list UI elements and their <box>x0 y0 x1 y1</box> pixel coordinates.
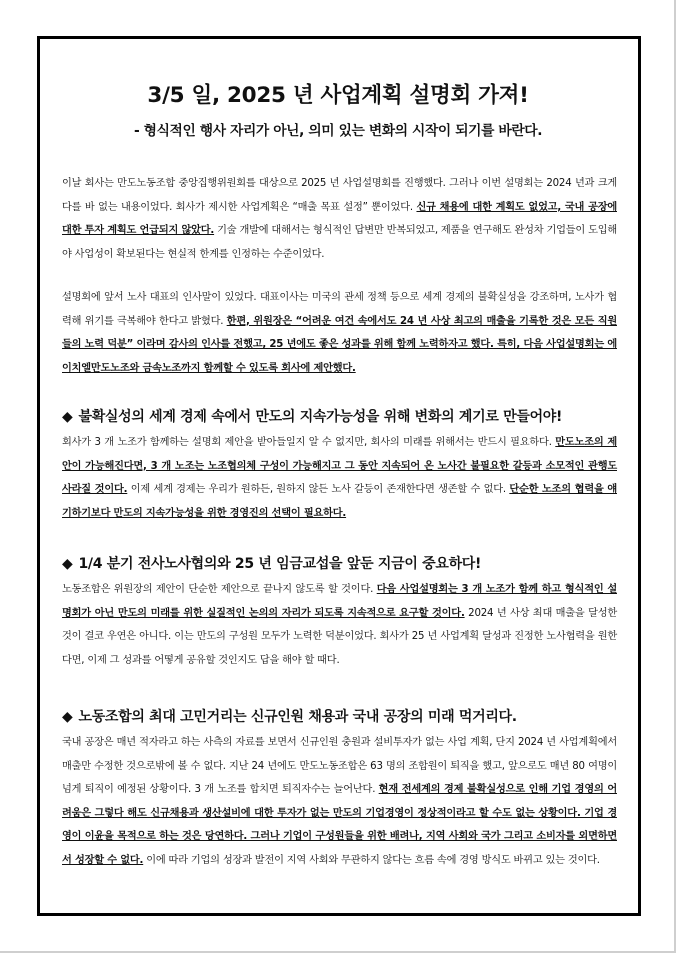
section-heading-1: ◆ 불확실성의 세계 경제 속에서 만도의 지속가능성을 위해 변화의 계기로 만들어야! <box>62 409 563 425</box>
document-title: 3/5 일, 2025 년 사업계획 설명회 가져! <box>147 83 529 108</box>
paragraph-4: 노동조합은 위원장의 제안이 단순한 제안으로 끝나지 않도록 할 것이다. 다음 사업설명회는 3 개 노조가 함께 하고 형식적인 설명회가 아닌 만도의 미래를 위한 실질적인 논의의 자리가 되도록 지속적으로 요구할 것이다. 2024 년 사상 최대 매출을 달성한 것이 결코 우연은 아니다. 이는 만도의 구성원 모두가 노력한 덕분이었다. 회사가 25 년 사업계획 달성과 진정한 노사협력을 원한다면, 이제 그 성과를 어떻게 공유할 것인지도 답을 해야 할 때다. <box>62 584 617 666</box>
paragraph-3: 회사가 3 개 노조가 함께하는 설명회 제안을 받아들일지 알 수 없지만, 회사의 미래를 위해서는 반드시 필요하다. 만도노조의 제안이 가능해진다면, 3 개 노조는 노조협의체 구성이 가능해지고 그 동안 지속되어 온 노사간 불필요한 갈등과 소모적인 관행도 사라질 것이다. 이제 세계 경제는 우리가 원하든, 원하지 않든 노사 갈등이 존재한다면 생존할 수 없다. 단순한 노조의 협력을 얘기하기보다 만도의 지속가능성을 위한 경영진의 선택이 필요하다. <box>62 437 617 519</box>
diamond-bullet-icon: ◆ <box>62 709 73 725</box>
section-heading-2: ◆ 1/4 분기 전사노사협의와 25 년 임금교섭을 앞둔 지금이 중요하다! <box>62 556 482 572</box>
diamond-bullet-icon: ◆ <box>62 556 73 572</box>
section-heading-3: ◆ 노동조합의 최대 고민거리는 신규인원 채용과 국내 공장의 미래 먹거리다. <box>62 709 517 725</box>
paragraph-1: 이날 회사는 만도노동조합 중앙집행위원회를 대상으로 2025 년 사업설명회를 진행했다. 그러나 이번 설명회는 2024 년과 크게 다를 바 없는 내용이었다. 회사가 제시한 사업계획은 “매출 목표 설정” 뿐이었다. 신규 채용에 대한 계획도 없었고, 국내 공장에 대한 투자 계획도 언급되지 않았다. 기술 개발에 대해서는 형식적인 답변만 반복되었고, 제품을 연구해도 완성차 기업들이 도입해야 사업성이 확보된다는 현실적 한계를 인정하는 수준이었다. <box>62 178 617 260</box>
paragraph-5: 국내 공장은 매년 적자라고 하는 사측의 자료를 보면서 신규인원 충원과 설비투자가 없는 사업 계획, 단지 2024 년 사업계획에서 매출만 수정한 것으로밖에 볼 수 없다. 지난 24 년에도 만도노동조합은 63 명의 조합원이 퇴직을 했고, 앞으로도 매년 80 여명이 넘게 퇴직이 예정된 상황이다. 3 개 노조를 합치면 퇴직자수는 늘어난다. 현재 전세계의 경제 불확실성으로 인해 기업 경영의 어려움은 그렇다 해도 신규채용과 생산설비에 대한 투자가 없는 만도의 기업경영이 정상적이라고 할 수도 없는 상황이다. 기업 경영이 이윤을 목적으로 하는 것은 당연하다. 그러나 기업이 구성원들을 위한 배려나, 지역 사회와 국가 그리고 소비자를 외면하면서 성장할 수 없다. 이에 따라 기업의 성장과 발전이 지역 사회와 무관하지 않다는 흐름 속에 경영 방식도 바뀌고 있는 것이다. <box>62 737 617 866</box>
diamond-bullet-icon: ◆ <box>62 409 73 425</box>
document-subtitle: - 형식적인 행사 자리가 아닌, 의미 있는 변화의 시작이 되기를 바란다. <box>133 123 543 139</box>
paragraph-2: 설명회에 앞서 노사 대표의 인사말이 있었다. 대표이사는 미국의 관세 정책 등으로 세계 경제의 불확실성을 강조하며, 노사가 협력해 위기를 극복해야 한다고 밝혔다. 한편, 위원장은 “어려운 여건 속에서도 24 년 사상 최고의 매출을 기록한 것은 모든 직원들의 노력 덕분” 이라며 감사의 인사를 전했고, 25 년에도 좋은 성과를 위해 함께 노력하자고 했다. 특히, 다음 사업설명회는 에이치엘만도노조와 금속노조까지 함께할 수 있도록 회사에 제안했다. <box>62 292 617 374</box>
